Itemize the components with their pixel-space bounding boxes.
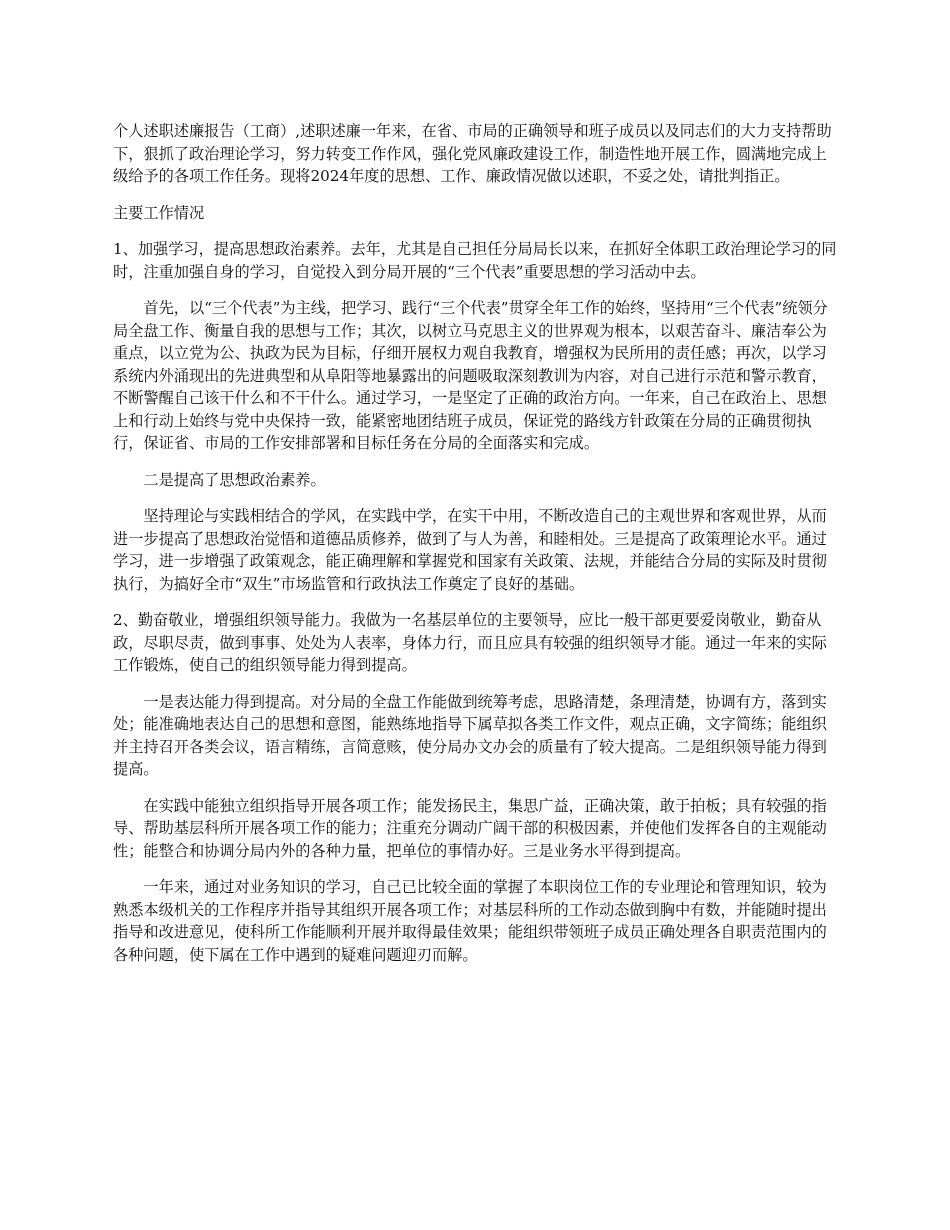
paragraph-second-point: 二是提高了思想政治素养。 xyxy=(143,470,326,489)
paragraph-first: 首先，以“三个代表”为主线，把学习、践行“三个代表”贯穿全年工作的始终，坚持用“三个代表”统领分局全盘工作、衡量自我的思想与工作；其次，以树立马克思主义的世界观为根本，以艰苦奋斗、廉洁奉公为重点，以立党为公、执政为民为目标，仔细开展权力观自我教育，增强权为民所用的责任感；再次，以学习系统内外涌现出的先进典型和从阜阳等地暴露出的问题吸取深刻教训为内容，对自己进行示范和警示教育，不断警醒自己该干什么和不干什么。通过学习，一是坚定了正确的政治方向。一年来，自己在政治上、思想上和行动上始终与党中央保持一致，能紧密地团结班子成员，保证党的路线方针政策在分局的正确贯彻执行，保证省、市局的工作安排部署和目标任务在分局的全面落实和完成。 xyxy=(113,299,828,452)
paragraph-study: 1、加强学习，提高思想政治素养。去年，尤其是自己担任分局局长以来，在抓好全体职工政治理论学习的同时，注重加强自身的学习，自觉投入到分局开展的“三个代表”重要思想的学习活动中去。 xyxy=(113,240,837,281)
document-body xyxy=(113,120,839,980)
paragraph-expression: 一是表达能力得到提高。对分局的全盘工作能做到统筹考虑，思路清楚，条理清楚，协调有方，落到实处；能准确地表达自己的思想和意图，能熟练地指导下属草拟各类工作文件，观点正确，文字简练；能组织并主持召开各类会议，语言精练，言简意赅，使分局办文办会的质量有了较大提高。二是组织领导能力得到提高。 xyxy=(113,692,827,778)
paragraph-practice: 在实践中能独立组织指导开展各项工作；能发扬民主，集思广益，正确决策，敢于拍板；具有较强的指导、帮助基层科所开展各项工作的能力；注重充分调动广阔干部的积极因素，并使他们发挥各自的主观能动性；能整合和协调分局内外的各种力量，把单位的事情办好。三是业务水平得到提高。 xyxy=(113,796,827,860)
section-heading-main-work: 主要工作情况 xyxy=(113,203,205,222)
paragraph-diligence: 2、勤奋敬业，增强组织领导能力。我做为一名基层单位的主要领导，应比一般干部更要爱岗敬业，勤奋从政，尽职尽责，做到事事、处处为人表率，身体力行，而且应具有较强的组织领导才能。通过一年来的实际工作锻炼，使自己的组织领导能力得到提高。 xyxy=(113,611,827,674)
intro-paragraph: 个人述职述廉报告（工商）,述职述廉一年来，在省、市局的正确领导和班子成员以及同志们的大力支持帮助下，狠抓了政治理论学习，努力转变工作作风，强化党风廉政建设工作，制造性地开展工作，圆满地完成上级给予的各项工作任务。现将2024年度的思想、工作、廉政情况做以述职，不妥之处，请批判指正。 xyxy=(113,122,832,185)
paragraph-theory-practice: 坚持理论与实践相结合的学风，在实践中学，在实干中用，不断改造自己的主观世界和客观世界，从而进一步提高了思想政治觉悟和道德品质修养，做到了与人为善，和睦相处。三是提高了政策理论水平。通过学习，进一步增强了政策观念，能正确理解和掌握党和国家有关政策、法规，并能结合分局的实际及时贯彻执行，为搞好全市“双生”市场监管和行政执法工作奠定了良好的基础。 xyxy=(113,507,827,593)
paragraph-business: 一年来，通过对业务知识的学习，自己已比较全面的掌握了本职岗位工作的专业理论和管理知识，较为熟悉本级机关的工作程序并指导其组织开展各项工作；对基层科所的工作动态做到胸中有数，并能随时提出指导和改进意见，使科所工作能顺利开展并取得最佳效果；能组织带领班子成员正确处理各自职责范围内的各种问题，使下属在工作中遇到的疑难问题迎刃而解。 xyxy=(113,878,827,964)
